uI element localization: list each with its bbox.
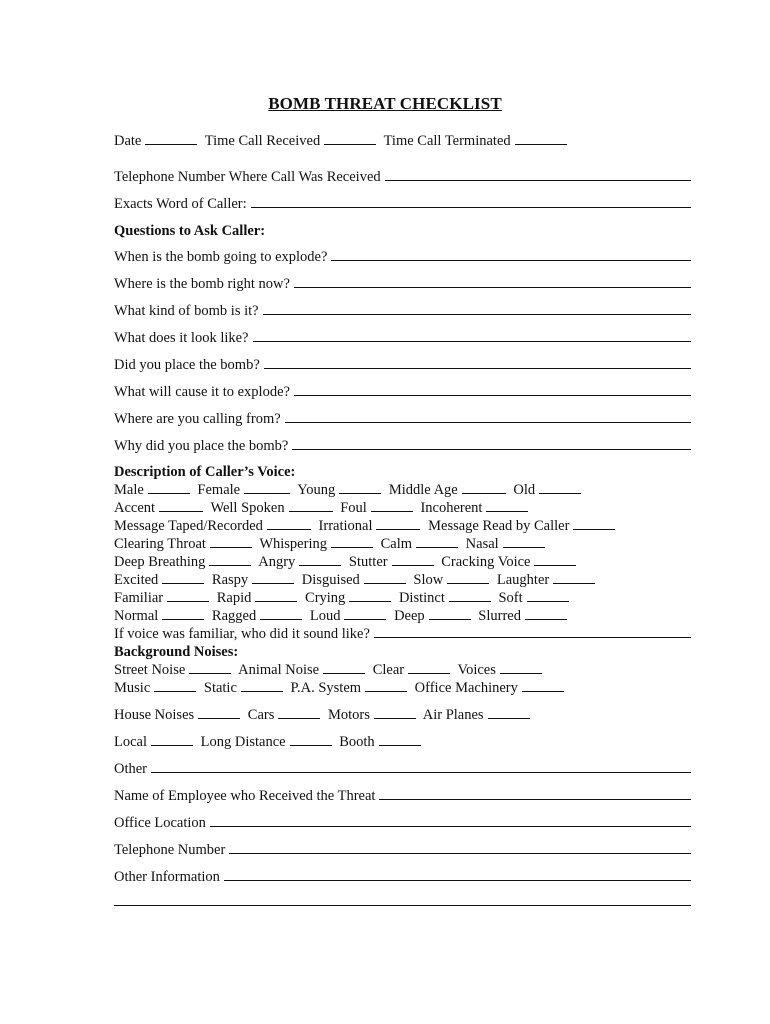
noise-option: Clear: [372, 662, 405, 678]
answer-field[interactable]: [294, 383, 691, 396]
other-field[interactable]: [151, 760, 691, 773]
question-label: When is the bomb going to explode?: [114, 249, 328, 265]
voice-option: Distinct: [398, 590, 445, 606]
question-label: Did you place the bomb?: [114, 357, 260, 373]
question-label: What will cause it to explode?: [114, 384, 290, 400]
answer-field[interactable]: [253, 329, 692, 342]
voice-option: Loud: [309, 608, 341, 624]
voice-row: [114, 499, 532, 517]
noise-checkbox[interactable]: [365, 679, 407, 692]
voice-option: Crying: [305, 590, 346, 606]
voice-row: [114, 535, 549, 553]
noise-checkbox[interactable]: [488, 706, 530, 719]
voice-checkbox[interactable]: [255, 589, 297, 602]
voice-checkbox[interactable]: [376, 517, 420, 530]
answer-field[interactable]: [264, 356, 691, 369]
voice-option: Normal: [114, 608, 159, 624]
familiar-row: [114, 625, 691, 643]
question-row: [114, 248, 691, 266]
voice-row: [114, 607, 571, 625]
voice-checkbox[interactable]: [539, 481, 581, 494]
noise-row: [114, 706, 534, 724]
voice-row: [114, 481, 585, 499]
noise-checkbox[interactable]: [374, 706, 416, 719]
voice-option: Laughter: [496, 572, 550, 588]
voice-option: Old: [513, 482, 536, 498]
voice-option: Young: [297, 482, 336, 498]
voice-checkbox[interactable]: [447, 571, 489, 584]
noise-checkbox[interactable]: [154, 679, 196, 692]
exact-words-field[interactable]: [251, 195, 691, 208]
noise-option: Voices: [457, 662, 496, 678]
voice-checkbox[interactable]: [162, 607, 204, 620]
voice-option: Message Taped/Recorded: [114, 518, 263, 534]
noise-heading: Background Noises:: [114, 644, 239, 660]
noise-option: Music: [114, 680, 151, 696]
noise-option: Animal Noise: [238, 662, 320, 678]
noise-option: Static: [203, 680, 237, 696]
other-label: Other: [114, 761, 148, 777]
answer-field[interactable]: [331, 248, 691, 261]
voice-checkbox[interactable]: [371, 499, 413, 512]
voice-option: Foul: [340, 500, 367, 516]
noise-checkbox[interactable]: [241, 679, 283, 692]
voice-checkbox[interactable]: [364, 571, 406, 584]
noise-option: Local: [114, 734, 148, 750]
question-row: [114, 275, 691, 293]
voice-option: Disguised: [301, 572, 360, 588]
noise-option: P.A. System: [290, 680, 362, 696]
voice-option: Whispering: [259, 536, 327, 552]
voice-option: Female: [197, 482, 241, 498]
office-location-row: [114, 814, 691, 832]
familiar-label: If voice was familiar, who did it sound like?: [114, 626, 370, 642]
voice-checkbox[interactable]: [462, 481, 506, 494]
telephone-number-row: [114, 841, 691, 859]
employee-label: Name of Employee who Received the Threat: [114, 788, 376, 804]
noise-checkbox[interactable]: [500, 661, 542, 674]
noise-row: [114, 679, 568, 697]
employee-field[interactable]: [379, 787, 691, 800]
noise-option: Street Noise: [114, 662, 186, 678]
voice-checkbox[interactable]: [349, 589, 391, 602]
telephone-received-label: Telephone Number Where Call Was Received: [114, 169, 381, 185]
telephone-received-row: [114, 168, 691, 186]
voice-option: Raspy: [211, 572, 249, 588]
voice-option: Ragged: [211, 608, 257, 624]
answer-field[interactable]: [263, 302, 691, 315]
noise-row: [114, 733, 425, 751]
voice-option: Well Spoken: [210, 500, 285, 516]
noise-checkbox[interactable]: [522, 679, 564, 692]
voice-checkbox[interactable]: [299, 553, 341, 566]
voice-checkbox[interactable]: [486, 499, 528, 512]
question-row: [114, 356, 691, 374]
voice-option: Irrational: [318, 518, 373, 534]
noise-option: Office Machinery: [414, 680, 518, 696]
other-information-field[interactable]: [224, 868, 691, 881]
voice-option: Familiar: [114, 590, 164, 606]
voice-option: Accent: [114, 500, 156, 516]
time-terminated-label: Time Call Terminated: [383, 133, 511, 149]
question-row: [114, 383, 691, 401]
voice-checkbox[interactable]: [553, 571, 595, 584]
question-label: Where are you calling from?: [114, 411, 281, 427]
voice-checkbox[interactable]: [416, 535, 458, 548]
extra-line-field[interactable]: [114, 905, 691, 906]
voice-option: Incoherent: [420, 500, 483, 516]
questions-heading: Questions to Ask Caller:: [114, 223, 266, 239]
header-fields-row: [114, 132, 571, 150]
exact-words-row: [114, 195, 691, 213]
question-row: [114, 410, 691, 428]
noise-checkbox[interactable]: [290, 733, 332, 746]
office-location-field[interactable]: [210, 814, 691, 827]
voice-row: [114, 553, 580, 571]
noise-option: Motors: [328, 707, 370, 723]
question-row: [114, 329, 691, 347]
voice-checkbox[interactable]: [260, 607, 302, 620]
answer-field[interactable]: [292, 437, 691, 450]
familiar-field[interactable]: [374, 625, 691, 638]
question-row: [114, 437, 691, 455]
voice-option: Deep Breathing: [114, 554, 206, 570]
voice-checkbox[interactable]: [162, 571, 204, 584]
voice-checkbox[interactable]: [331, 535, 373, 548]
voice-checkbox[interactable]: [573, 517, 615, 530]
voice-option: Male: [114, 482, 144, 498]
voice-checkbox[interactable]: [159, 499, 203, 512]
voice-row: [114, 517, 619, 535]
date-field[interactable]: [145, 132, 197, 145]
question-row: [114, 302, 691, 320]
telephone-received-field[interactable]: [385, 168, 691, 181]
office-location-label: Office Location: [114, 815, 206, 831]
voice-option: Slow: [413, 572, 444, 588]
noise-option: House Noises: [114, 707, 195, 723]
voice-checkbox[interactable]: [527, 589, 569, 602]
question-label: Why did you place the bomb?: [114, 438, 289, 454]
telephone-number-label: Telephone Number: [114, 842, 226, 858]
noise-checkbox[interactable]: [379, 733, 421, 746]
voice-option: Middle Age: [388, 482, 458, 498]
voice-option: Excited: [114, 572, 159, 588]
voice-checkbox[interactable]: [289, 499, 333, 512]
time-received-label: Time Call Received: [204, 133, 321, 149]
voice-checkbox[interactable]: [525, 607, 567, 620]
voice-option: Message Read by Caller: [428, 518, 570, 534]
voice-checkbox[interactable]: [449, 589, 491, 602]
voice-checkbox[interactable]: [148, 481, 190, 494]
voice-option: Calm: [380, 536, 413, 552]
date-label: Date: [114, 133, 142, 149]
voice-option: Angry: [258, 554, 296, 570]
noise-option: Air Planes: [422, 707, 484, 723]
voice-option: Deep: [394, 608, 425, 624]
voice-option: Clearing Throat: [114, 536, 206, 552]
telephone-number-field[interactable]: [229, 841, 691, 854]
noise-checkbox[interactable]: [408, 661, 450, 674]
voice-checkbox[interactable]: [209, 553, 251, 566]
voice-checkbox[interactable]: [429, 607, 471, 620]
employee-row: [114, 787, 691, 805]
page-title: BOMB THREAT CHECKLIST: [268, 94, 502, 113]
voice-option: Nasal: [465, 536, 499, 552]
other-information-row: [114, 868, 691, 886]
voice-checkbox[interactable]: [534, 553, 576, 566]
noise-checkbox[interactable]: [189, 661, 231, 674]
voice-option: Soft: [498, 590, 523, 606]
noise-checkbox[interactable]: [323, 661, 365, 674]
voice-option: Stutter: [348, 554, 388, 570]
noise-option: Booth: [339, 734, 375, 750]
other-information-label: Other Information: [114, 869, 220, 885]
voice-checkbox[interactable]: [267, 517, 311, 530]
voice-option: Rapid: [216, 590, 252, 606]
other-row: [114, 760, 691, 778]
voice-option: Cracking Voice: [441, 554, 531, 570]
voice-checkbox[interactable]: [244, 481, 290, 494]
question-label: What does it look like?: [114, 330, 249, 346]
noise-checkbox[interactable]: [151, 733, 193, 746]
noise-row: [114, 661, 546, 679]
voice-row: [114, 589, 573, 607]
voice-checkbox[interactable]: [167, 589, 209, 602]
time-terminated-field[interactable]: [515, 132, 567, 145]
noise-checkbox[interactable]: [198, 706, 240, 719]
voice-checkbox[interactable]: [503, 535, 545, 548]
voice-checkbox[interactable]: [344, 607, 386, 620]
voice-heading: Description of Caller’s Voice:: [114, 464, 296, 480]
voice-checkbox[interactable]: [339, 481, 381, 494]
noise-checkbox[interactable]: [278, 706, 320, 719]
voice-row: [114, 571, 599, 589]
voice-option: Slurred: [478, 608, 521, 624]
answer-field[interactable]: [294, 275, 691, 288]
answer-field[interactable]: [285, 410, 691, 423]
exact-words-label: Exacts Word of Caller:: [114, 196, 247, 212]
question-label: Where is the bomb right now?: [114, 276, 290, 292]
noise-option: Cars: [247, 707, 275, 723]
voice-checkbox[interactable]: [252, 571, 294, 584]
noise-option: Long Distance: [200, 734, 286, 750]
time-received-field[interactable]: [324, 132, 376, 145]
voice-checkbox[interactable]: [210, 535, 252, 548]
question-label: What kind of bomb is it?: [114, 303, 259, 319]
voice-checkbox[interactable]: [392, 553, 434, 566]
